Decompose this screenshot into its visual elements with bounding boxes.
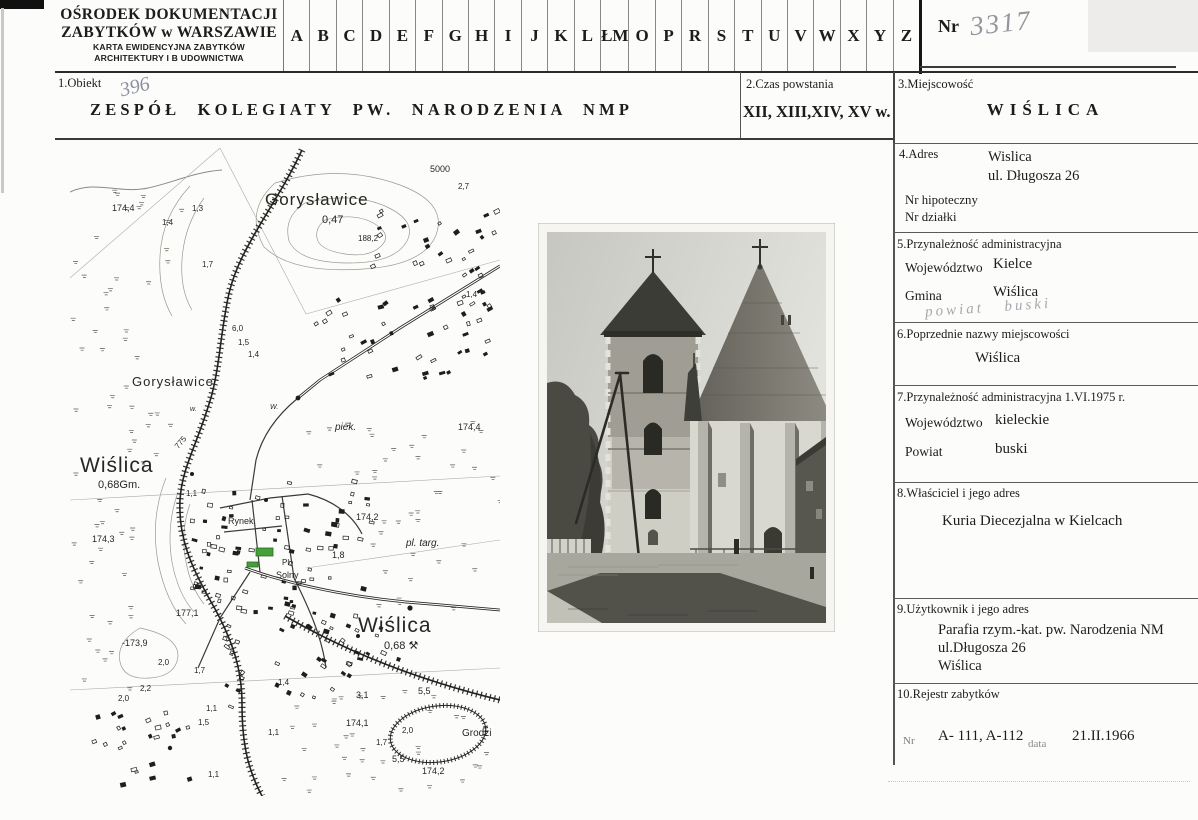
- field-separator: [893, 385, 1198, 386]
- map-label: 1,3: [192, 204, 204, 213]
- right-col-border: [893, 143, 895, 765]
- map-label: 174,4: [458, 422, 481, 432]
- map-label: 1,1: [206, 704, 218, 713]
- row1-vline-a: [740, 72, 741, 139]
- adres-sub1: Nr hipoteczny: [905, 193, 978, 207]
- field-separator: [893, 482, 1198, 483]
- index-letter-cell: [814, 0, 840, 72]
- index-letter-cell: [709, 0, 735, 72]
- rejestr-data-label: data: [1028, 738, 1047, 750]
- index-letter-cell: [548, 0, 574, 72]
- map-label: 1,1: [186, 489, 198, 498]
- index-letter-cell: [390, 0, 416, 72]
- map-label: 6,0: [232, 324, 244, 333]
- przyn-label: 5.Przynależność administracyjna: [897, 237, 1062, 251]
- uzytkownik-label: 9.Użytkownik i jego adres: [897, 602, 1029, 616]
- map-label: 1,7: [202, 260, 214, 269]
- index-letter-cell: [867, 0, 893, 72]
- wlasciciel-label: 8.Właściciel i jego adres: [897, 486, 1020, 500]
- przyn75-powiat-value: buski: [995, 441, 1028, 457]
- adres-label: 4.Adres: [899, 147, 939, 161]
- map-label: Grodzi: [462, 728, 492, 739]
- map-label: 1,7: [194, 666, 206, 675]
- index-letter: D: [369, 26, 383, 45]
- index-letter-cell: [522, 0, 548, 72]
- przyn75-woj-label: Województwo: [905, 415, 983, 430]
- czas-value: XII, XIII,XIV, XV w.: [743, 102, 891, 121]
- index-letter: T: [742, 26, 754, 45]
- index-letter: E: [396, 26, 409, 45]
- map-label: 174,1: [346, 718, 369, 728]
- rejestr-nr-value: A- 111, A-112: [938, 728, 1024, 744]
- index-letter: S: [716, 26, 727, 45]
- index-letter-cell: [284, 0, 310, 72]
- org-block: [55, 6, 283, 64]
- map-label: 188,2: [358, 234, 379, 243]
- map-label: W.: [270, 404, 279, 411]
- map-label: piek.: [335, 422, 357, 433]
- map-label: 177,1: [176, 608, 199, 618]
- index-letter-cell: [629, 0, 655, 72]
- index-letter-cell: [310, 0, 336, 72]
- index-letter: O: [635, 26, 649, 45]
- index-letter: J: [530, 26, 539, 45]
- index-letter: K: [554, 26, 568, 45]
- rejestr-label: 10.Rejestr zabytków: [897, 687, 1000, 701]
- card-type-line-1: KARTA EWIDENCYJNA ZABYTKÓW: [93, 42, 245, 52]
- map-label: 1,1: [268, 728, 280, 737]
- przyn-gmina-label: Gmina: [905, 288, 942, 303]
- przyn-woj-value: Kielce: [993, 256, 1033, 272]
- field-separator: [893, 598, 1198, 599]
- index-letter: B: [317, 26, 329, 45]
- map-labels-layer: [70, 148, 500, 796]
- field-separator: [893, 322, 1198, 323]
- index-letter-cell: [656, 0, 682, 72]
- map-label: Wiślica: [358, 614, 432, 637]
- rejestr-nr-label: Nr: [903, 735, 915, 747]
- org-line-2: ZABYTKÓW w WARSZAWIE: [61, 24, 277, 41]
- topographic-map: [70, 148, 500, 796]
- map-label: -173,9: [122, 638, 148, 648]
- index-letter-cell: [894, 0, 919, 72]
- map-label: 775: [172, 434, 189, 451]
- obiekt-value: ZESPÓŁ KOLEGIATY PW. NARODZENIA NMP: [90, 100, 634, 119]
- index-letter: I: [504, 26, 512, 45]
- map-label: Gorysławice: [132, 374, 214, 389]
- card-type-line-2: ARCHITEKTURY I B UDOWNICTWA: [94, 53, 244, 63]
- poprzednie-label: 6.Poprzednie nazwy miejscowości: [897, 327, 1070, 341]
- map-label: 1,4: [162, 218, 174, 227]
- map-label: 2,0: [118, 694, 130, 703]
- church-photograph: [538, 223, 835, 632]
- header-bottom-border: [55, 71, 1198, 73]
- przyn75-woj-value: kieleckie: [995, 412, 1050, 428]
- rejestr-data-value: 21.II.1966: [1072, 728, 1135, 744]
- map-label: 174,3: [92, 534, 115, 544]
- index-letter-cell: [416, 0, 442, 72]
- miejscowosc-value: WIŚLICA: [986, 100, 1105, 119]
- index-letter: H: [475, 26, 489, 45]
- przyn75-label: 7.Przynależność administracyjna 1.VI.1975 r.: [897, 390, 1126, 404]
- field-separator: [893, 143, 1198, 144]
- uzytkownik-line2: ul.Długosza 26: [938, 640, 1026, 656]
- map-label: Gorysławice: [265, 190, 369, 209]
- index-letter-cell: [601, 0, 629, 72]
- index-letter-cell: [762, 0, 788, 72]
- obiekt-annotation: 396: [117, 72, 153, 102]
- org-line-1: OŚRODEK DOKUMENTACJI: [60, 6, 278, 23]
- index-letter-cell: [363, 0, 389, 72]
- map-label: Rynek: [228, 516, 254, 526]
- map-label: 0,68Gm.: [98, 479, 141, 491]
- map-label: 174,2: [356, 512, 379, 522]
- index-letter: Y: [873, 26, 887, 45]
- map-label: 5,5: [418, 686, 431, 696]
- index-letter-cell: [682, 0, 708, 72]
- nr-label: Nr: [938, 16, 959, 36]
- map-label: 1,4: [466, 290, 478, 299]
- map-label: 2,0: [158, 658, 170, 667]
- przyn-pencil-note: powiat buski: [924, 295, 1052, 321]
- map-label: 5000: [430, 164, 451, 174]
- map-label: 2,2: [140, 684, 152, 693]
- index-letter-cell: [575, 0, 601, 72]
- map-label: pl. targ.: [406, 538, 440, 549]
- map-label: w.: [190, 406, 197, 413]
- map-label: 0,47: [322, 214, 344, 226]
- uzytkownik-line1: Parafia rzym.-kat. pw. Narodzenia NM: [938, 622, 1164, 638]
- index-letter-cell: [841, 0, 867, 72]
- map-label: 2,7: [458, 182, 470, 191]
- map-label: Pl.: [282, 558, 292, 567]
- adres-sub2: Nr działki: [905, 210, 957, 224]
- index-letter: Z: [900, 26, 913, 45]
- index-letter-row: [284, 0, 919, 72]
- index-letter-cell: [443, 0, 469, 72]
- adres-line2: ul. Długosza 26: [988, 168, 1080, 184]
- uzytkownik-line3: Wiślica: [938, 658, 982, 674]
- scan-edge: [1, 8, 4, 193]
- przyn-gmina-value: Wiślica: [993, 284, 1039, 300]
- wlasciciel-value: Kuria Diecezjalna w Kielcach: [942, 513, 1123, 529]
- bottom-faint-line: [888, 781, 1190, 782]
- map-label: 1,1: [208, 770, 220, 779]
- nr-divider: [919, 0, 922, 74]
- czas-label: 2.Czas powstania: [746, 77, 834, 91]
- nr-underline: [920, 66, 1176, 68]
- index-letter: W: [818, 26, 836, 45]
- map-label: 1,8: [332, 550, 345, 560]
- map-label: 1,5: [198, 718, 210, 727]
- map-label: 0,68 ⚒: [384, 640, 419, 652]
- map-label: Solny: [276, 570, 299, 580]
- index-letter: R: [688, 26, 702, 45]
- index-letter-cell: [469, 0, 495, 72]
- map-label: 1,5: [238, 338, 250, 347]
- map-label: 174,2: [422, 766, 445, 776]
- photo-svg: [538, 223, 835, 632]
- index-letter-cell: [495, 0, 521, 72]
- index-letter: V: [794, 26, 807, 45]
- map-label: 2,0: [402, 726, 414, 735]
- field-separator: [893, 683, 1198, 684]
- przyn-woj-label: Województwo: [905, 260, 983, 275]
- przyn75-powiat-label: Powiat: [905, 444, 943, 459]
- index-letter: G: [448, 26, 462, 45]
- index-letter: A: [290, 26, 303, 45]
- index-letter-cell: [788, 0, 814, 72]
- map-label: 1,4: [248, 350, 260, 359]
- poprzednie-value: Wiślica: [975, 350, 1021, 366]
- map-label: 3,1: [356, 690, 369, 700]
- map-label: Wiślica: [80, 454, 154, 477]
- index-letter-cell: [735, 0, 761, 72]
- map-label: 1,7: [376, 738, 388, 747]
- corner-blotch: [1088, 0, 1198, 52]
- scan-bar: [0, 0, 44, 9]
- map-label: 174,4: [112, 203, 135, 213]
- index-letter: P: [663, 26, 674, 45]
- index-letter: L: [581, 26, 594, 45]
- obiekt-label: 1.Obiekt: [58, 76, 102, 90]
- map-label: 5,5: [392, 754, 405, 764]
- index-letter: C: [343, 26, 356, 45]
- index-letter: F: [423, 26, 435, 45]
- nr-value: 3317: [968, 4, 1034, 42]
- map-label: 1,4: [278, 678, 290, 687]
- miejscowosc-label: 3.Miejscowość: [898, 77, 974, 91]
- adres-line1: Wislica: [988, 149, 1032, 165]
- index-letter: ŁM: [601, 26, 629, 45]
- row1-bottom-border: [55, 138, 893, 140]
- field-separator: [893, 232, 1198, 233]
- index-letter: X: [847, 26, 860, 45]
- index-letter: U: [768, 26, 781, 45]
- index-letter-cell: [337, 0, 363, 72]
